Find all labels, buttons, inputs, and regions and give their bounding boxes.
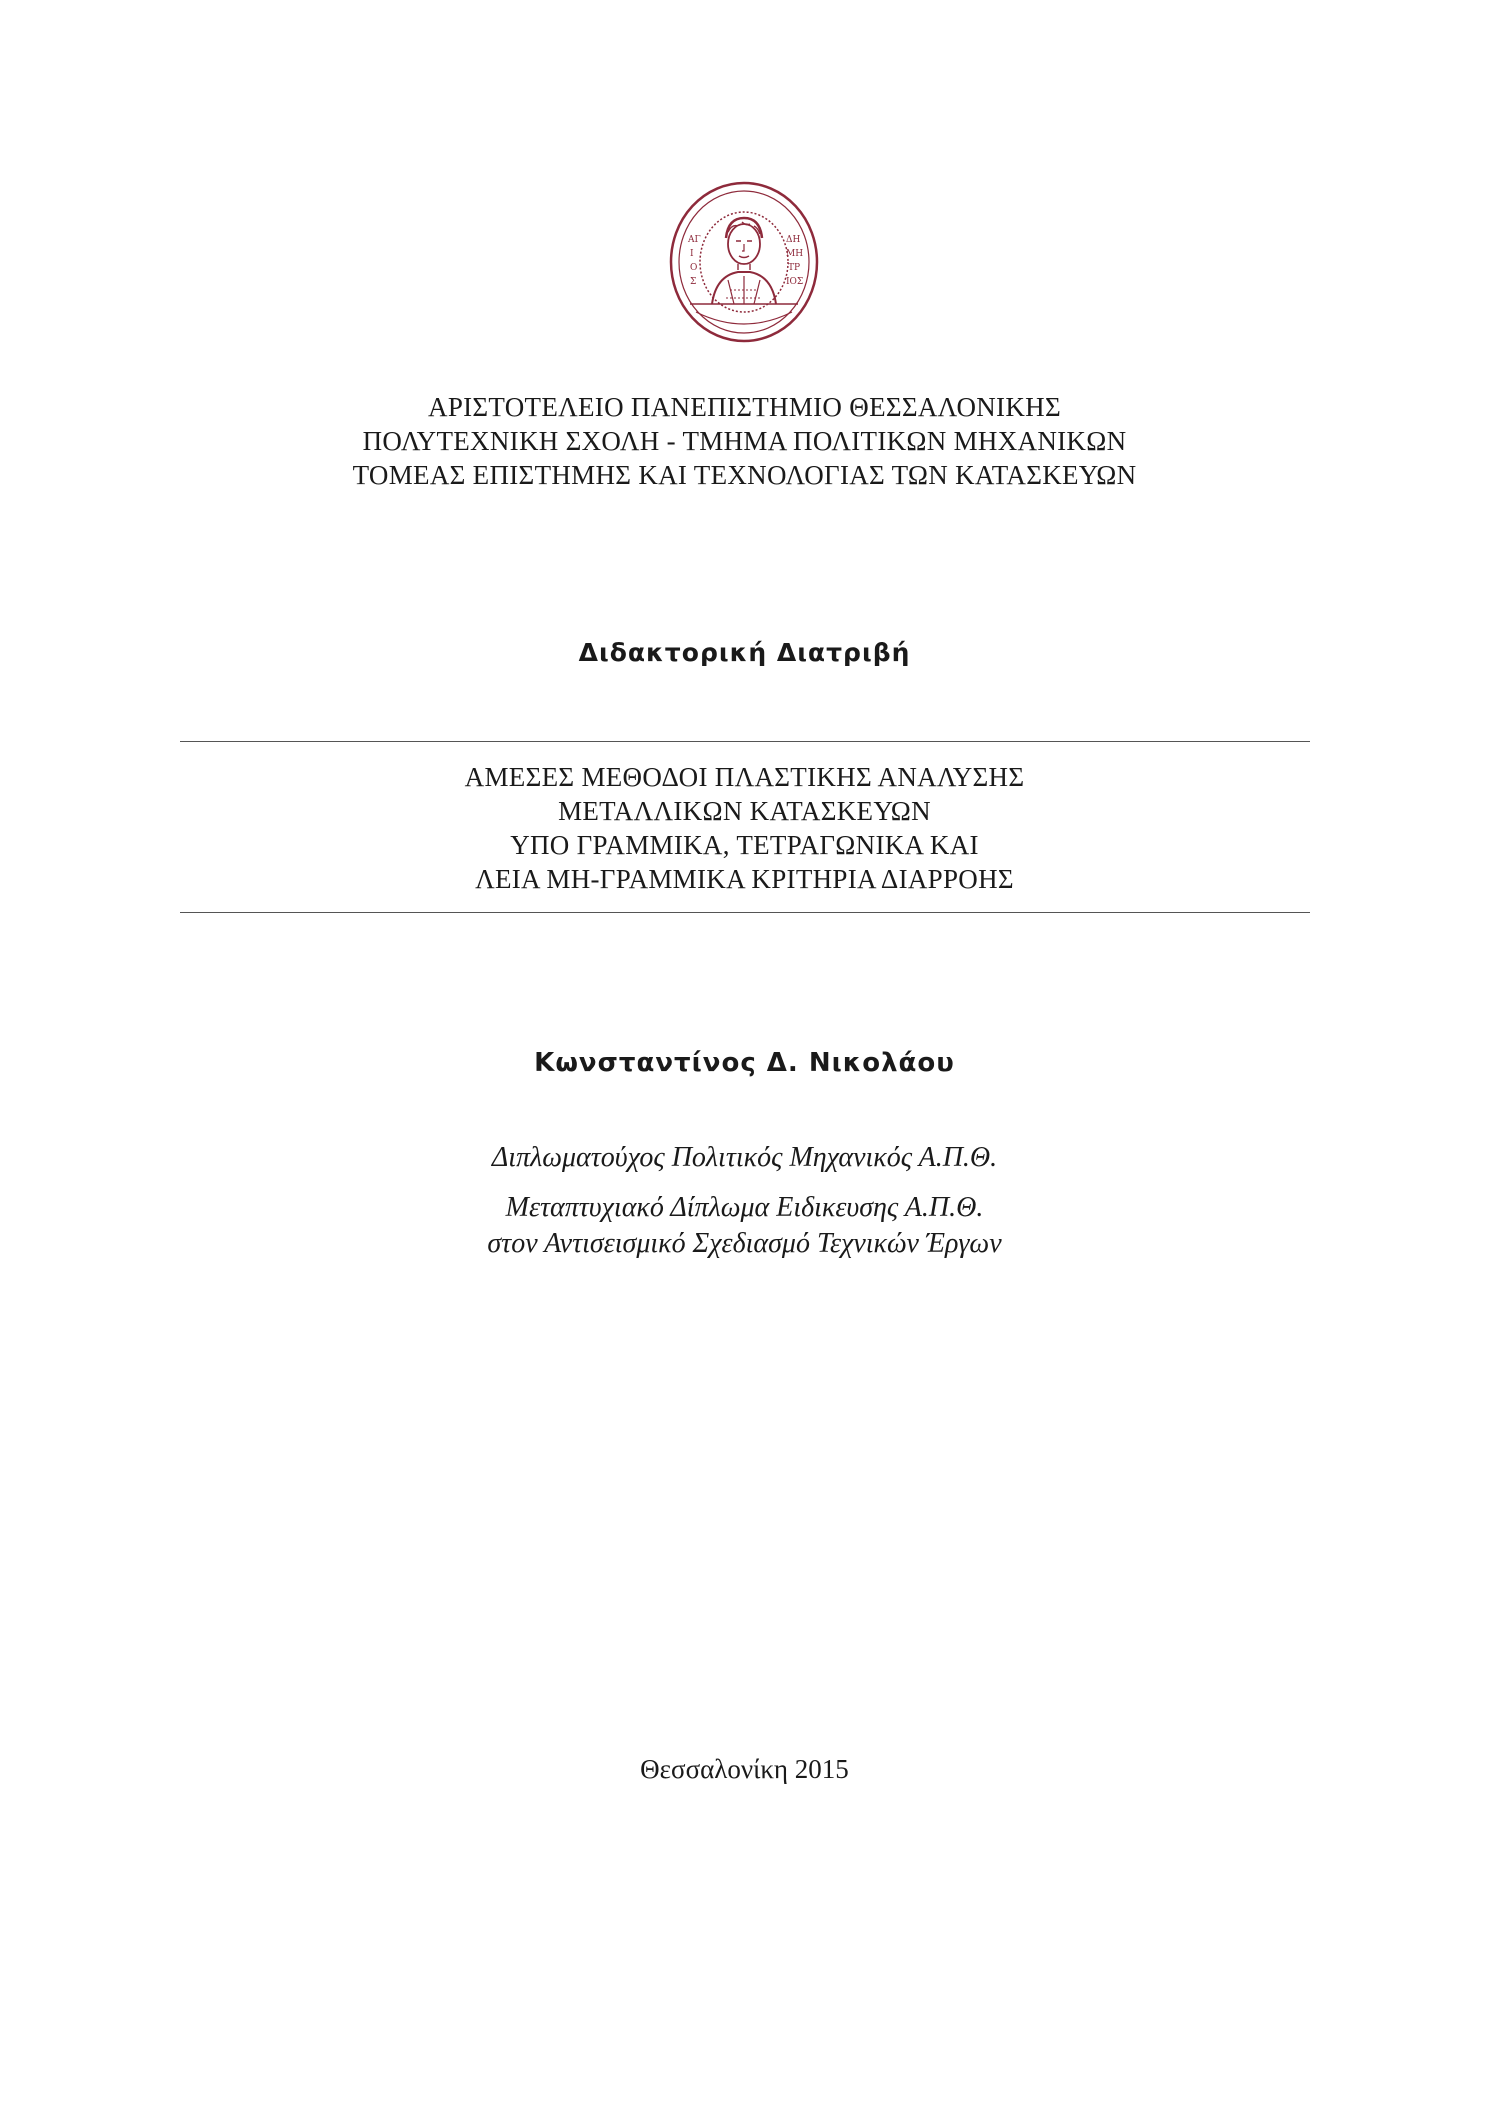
institution-heading [0,390,1489,492]
institution-line: ΠΟΛΥΤΕΧΝΙΚΗ ΣΧΟΛΗ - ΤΜΗΜΑ ΠΟΛΙΤΙΚΩΝ ΜΗΧΑΝΙΚΩΝ [362,426,1127,456]
svg-text:ΙΟΣ: ΙΟΣ [786,277,804,287]
title-rule-top [180,741,1310,742]
title-rule-bottom [180,912,1310,913]
svg-text:ΜΗ: ΜΗ [786,249,804,259]
title-line: ΑΜΕΣΕΣ ΜΕΘΟΔΟΙ ΠΛΑΣΤΙΚΗΣ ΑΝΑΛΥΣΗΣ [464,762,1025,792]
svg-text:Ο: Ο [690,263,698,273]
author-credentials [0,1140,1489,1262]
svg-text:ΔΗ: ΔΗ [786,235,801,245]
svg-text:Σ: Σ [690,277,697,287]
svg-text:Ι: Ι [690,249,694,259]
svg-text:ΤΡ: ΤΡ [788,263,801,273]
university-seal-logo [668,180,820,344]
title-line: ΥΠΟ ΓΡΑΜΜΙΚΑ, ΤΕΤΡΑΓΩΝΙΚΑ ΚΑΙ [510,830,979,860]
place-and-year: Θεσσαλονίκη 2015 [640,1754,849,1784]
institution-line: ΤΟΜΕΑΣ ΕΠΙΣΤΗΜΗΣ ΚΑΙ ΤΕΧΝΟΛΟΓΙΑΣ ΤΩΝ ΚΑΤΑΣΚΕΥΩΝ [352,460,1137,490]
title-line: ΜΕΤΑΛΛΙΚΩΝ ΚΑΤΑΣΚΕΥΩΝ [558,796,931,826]
svg-text:ΑΓ: ΑΓ [688,235,701,245]
credential-line: Μεταπτυχιακό Δίπλωμα Ειδικευσης Α.Π.Θ. [505,1192,984,1223]
author-name: Κωνσταντίνος Δ. Νικολάου [534,1048,955,1078]
credential-line: στον Αντισεισμικό Σχεδιασμό Τεχνικών Έργων [487,1228,1002,1259]
institution-line: ΑΡΙΣΤΟΤΕΛΕΙΟ ΠΑΝΕΠΙΣΤΗΜΙΟ ΘΕΣΣΑΛΟΝΙΚΗΣ [428,392,1061,422]
thesis-title [0,760,1489,896]
document-type: Διδακτορική Διατριβή [578,638,911,667]
title-line: ΛΕΙΑ ΜΗ-ΓΡΑΜΜΙΚΑ ΚΡΙΤΗΡΙΑ ΔΙΑΡΡΟΗΣ [475,864,1014,894]
credential-line: Διπλωματούχος Πολιτικός Μηχανικός Α.Π.Θ. [491,1142,998,1173]
